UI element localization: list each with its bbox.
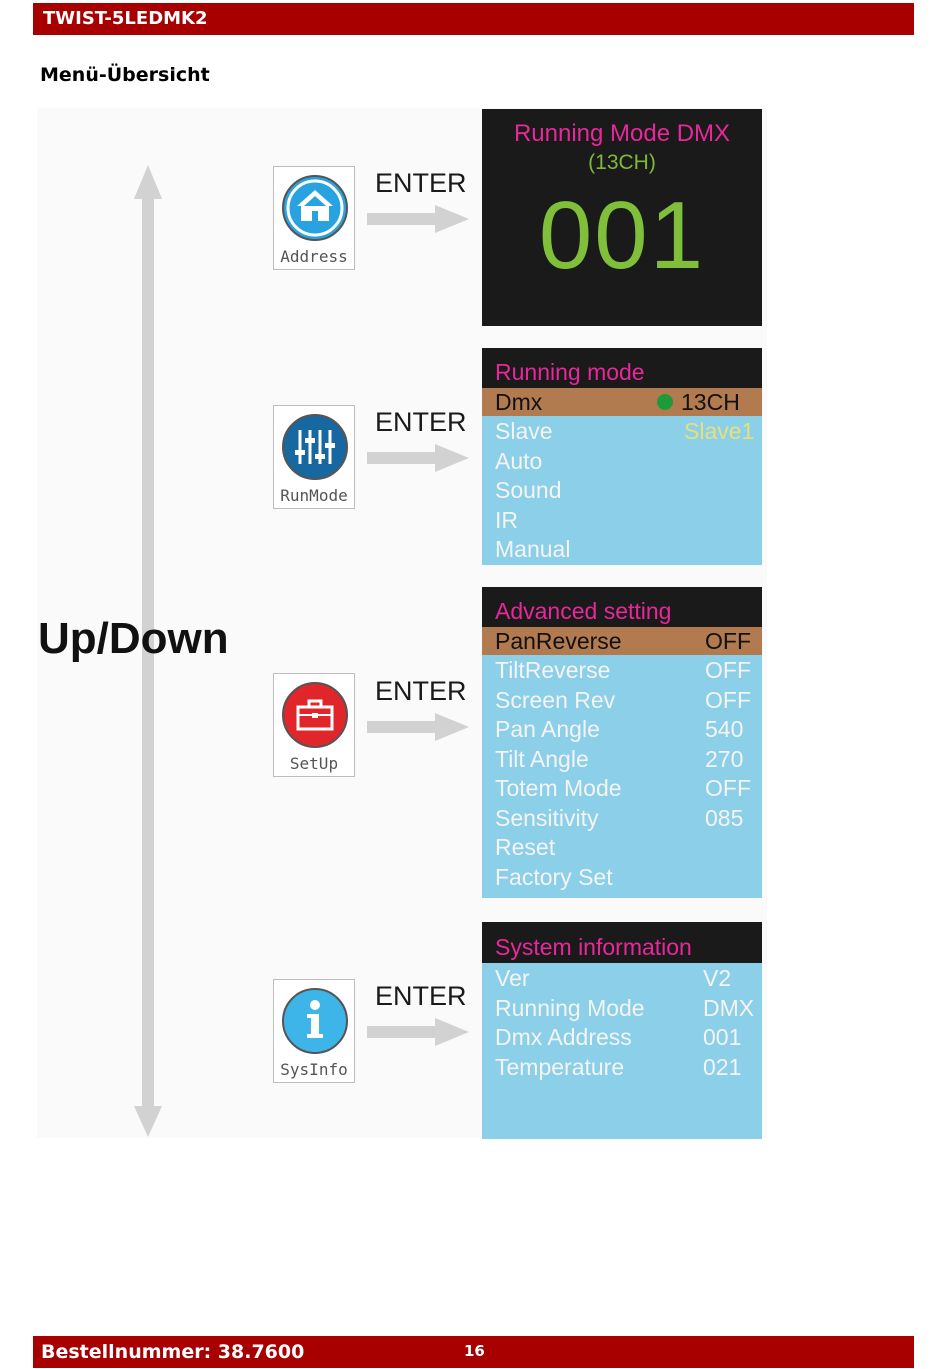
menu-item-label: TiltReverse [495,657,611,683]
page-number: 16 [464,1342,485,1360]
menu-item-label: Screen Rev [495,686,616,713]
menu-item-sensitivity[interactable] [482,803,762,833]
right-arrow-icon [367,1017,471,1047]
sysinfo-menu-icon[interactable] [273,979,355,1083]
header-title: TWIST-5LEDMK2 [43,8,208,29]
info-value: V2 [703,965,732,991]
menu-item-auto[interactable] [482,446,762,476]
menu-item-value: OFF [705,628,751,654]
menu-item-value: OFF [705,775,751,801]
info-label: Running Mode [495,994,645,1021]
menu-item-label: Reset [495,834,556,860]
sliders-icon [282,414,348,480]
menu-item-ir[interactable] [482,505,762,535]
menu-item-value: OFF [705,686,751,713]
menu-item-screen-rev[interactable] [482,685,762,715]
menu-item-value: 540 [705,716,744,742]
section-title: Menü-Übersicht [40,64,210,86]
menu-item-manual[interactable] [482,534,762,564]
menu-item-panreverse[interactable] [482,627,762,655]
menu-item-label: Sensitivity [495,804,599,831]
menu-item-label: Factory Set [495,863,613,890]
info-value: 021 [703,1053,742,1080]
enter-label: ENTER [375,168,467,198]
info-value: 001 [703,1024,742,1050]
menu-item-label: Dmx [495,389,543,415]
info-row-dmx-address [482,1022,762,1052]
icon-label: SysInfo [280,1060,348,1079]
right-arrow-icon [367,443,471,473]
enter-label: ENTER [375,407,467,437]
header-bar [33,3,914,35]
dmx-address-screen [482,109,762,326]
menu-item-label: Auto [495,447,543,474]
menu-item-label: Tilt Angle [495,745,589,772]
order-number: Bestellnummer: 38.7600 [41,1341,305,1363]
menu-item-slave[interactable] [482,416,762,446]
screen-title: Advanced setting [482,587,762,627]
system-information-screen [482,922,762,1139]
dmx-screen-subtitle: (13CH) [588,151,656,174]
info-label: Ver [495,965,530,991]
menu-item-label: IR [495,506,518,533]
menu-item-value: 270 [705,745,744,772]
right-arrow-icon [367,712,471,742]
info-label: Temperature [495,1053,625,1080]
info-label: Dmx Address [495,1024,632,1050]
menu-item-value: 13CH [681,389,740,415]
menu-item-factory-set[interactable] [482,862,762,892]
menu-item-value: Slave1 [684,418,755,444]
menu-item-totem-mode[interactable] [482,773,762,803]
info-row-temperature [482,1052,762,1082]
info-icon [282,988,348,1054]
enter-label: ENTER [375,981,467,1011]
menu-item-tiltreverse[interactable] [482,655,762,685]
icon-label: RunMode [280,486,348,505]
icon-label: SetUp [289,754,339,773]
dmx-address-value: 001 [538,182,706,289]
info-row-running-mode [482,993,762,1023]
menu-item-sound[interactable] [482,475,762,505]
updown-label: Up/Down [38,614,229,663]
menu-item-label: Slave [495,418,553,444]
menu-item-value: OFF [705,657,751,683]
info-row-ver [482,963,762,993]
house-icon [282,175,348,241]
menu-item-label: Totem Mode [495,775,622,801]
screen-title: System information [482,922,762,963]
menu-item-label: Sound [495,477,562,503]
green-dot-icon [657,394,673,410]
info-value: DMX [703,994,755,1021]
dmx-screen-title: Running Mode DMX [513,120,731,147]
right-arrow-icon [367,204,471,234]
menu-item-label: PanReverse [495,628,622,654]
menu-item-pan-angle[interactable] [482,714,762,744]
running-mode-screen [482,348,762,565]
advanced-setting-screen [482,587,762,898]
enter-label: ENTER [375,676,467,706]
runmode-menu-icon[interactable] [273,405,355,509]
menu-item-tilt-angle[interactable] [482,744,762,774]
menu-item-dmx[interactable] [482,388,762,416]
icon-label: Address [280,247,348,266]
address-menu-icon[interactable] [273,166,355,270]
menu-item-label: Manual [495,536,571,562]
footer-bar [33,1336,914,1368]
setup-menu-icon[interactable] [273,673,355,777]
menu-item-value: 085 [705,804,744,831]
screen-title: Running mode [482,348,762,388]
menu-item-label: Pan Angle [495,716,600,742]
menu-item-reset[interactable] [482,832,762,862]
toolbox-icon [282,682,348,748]
